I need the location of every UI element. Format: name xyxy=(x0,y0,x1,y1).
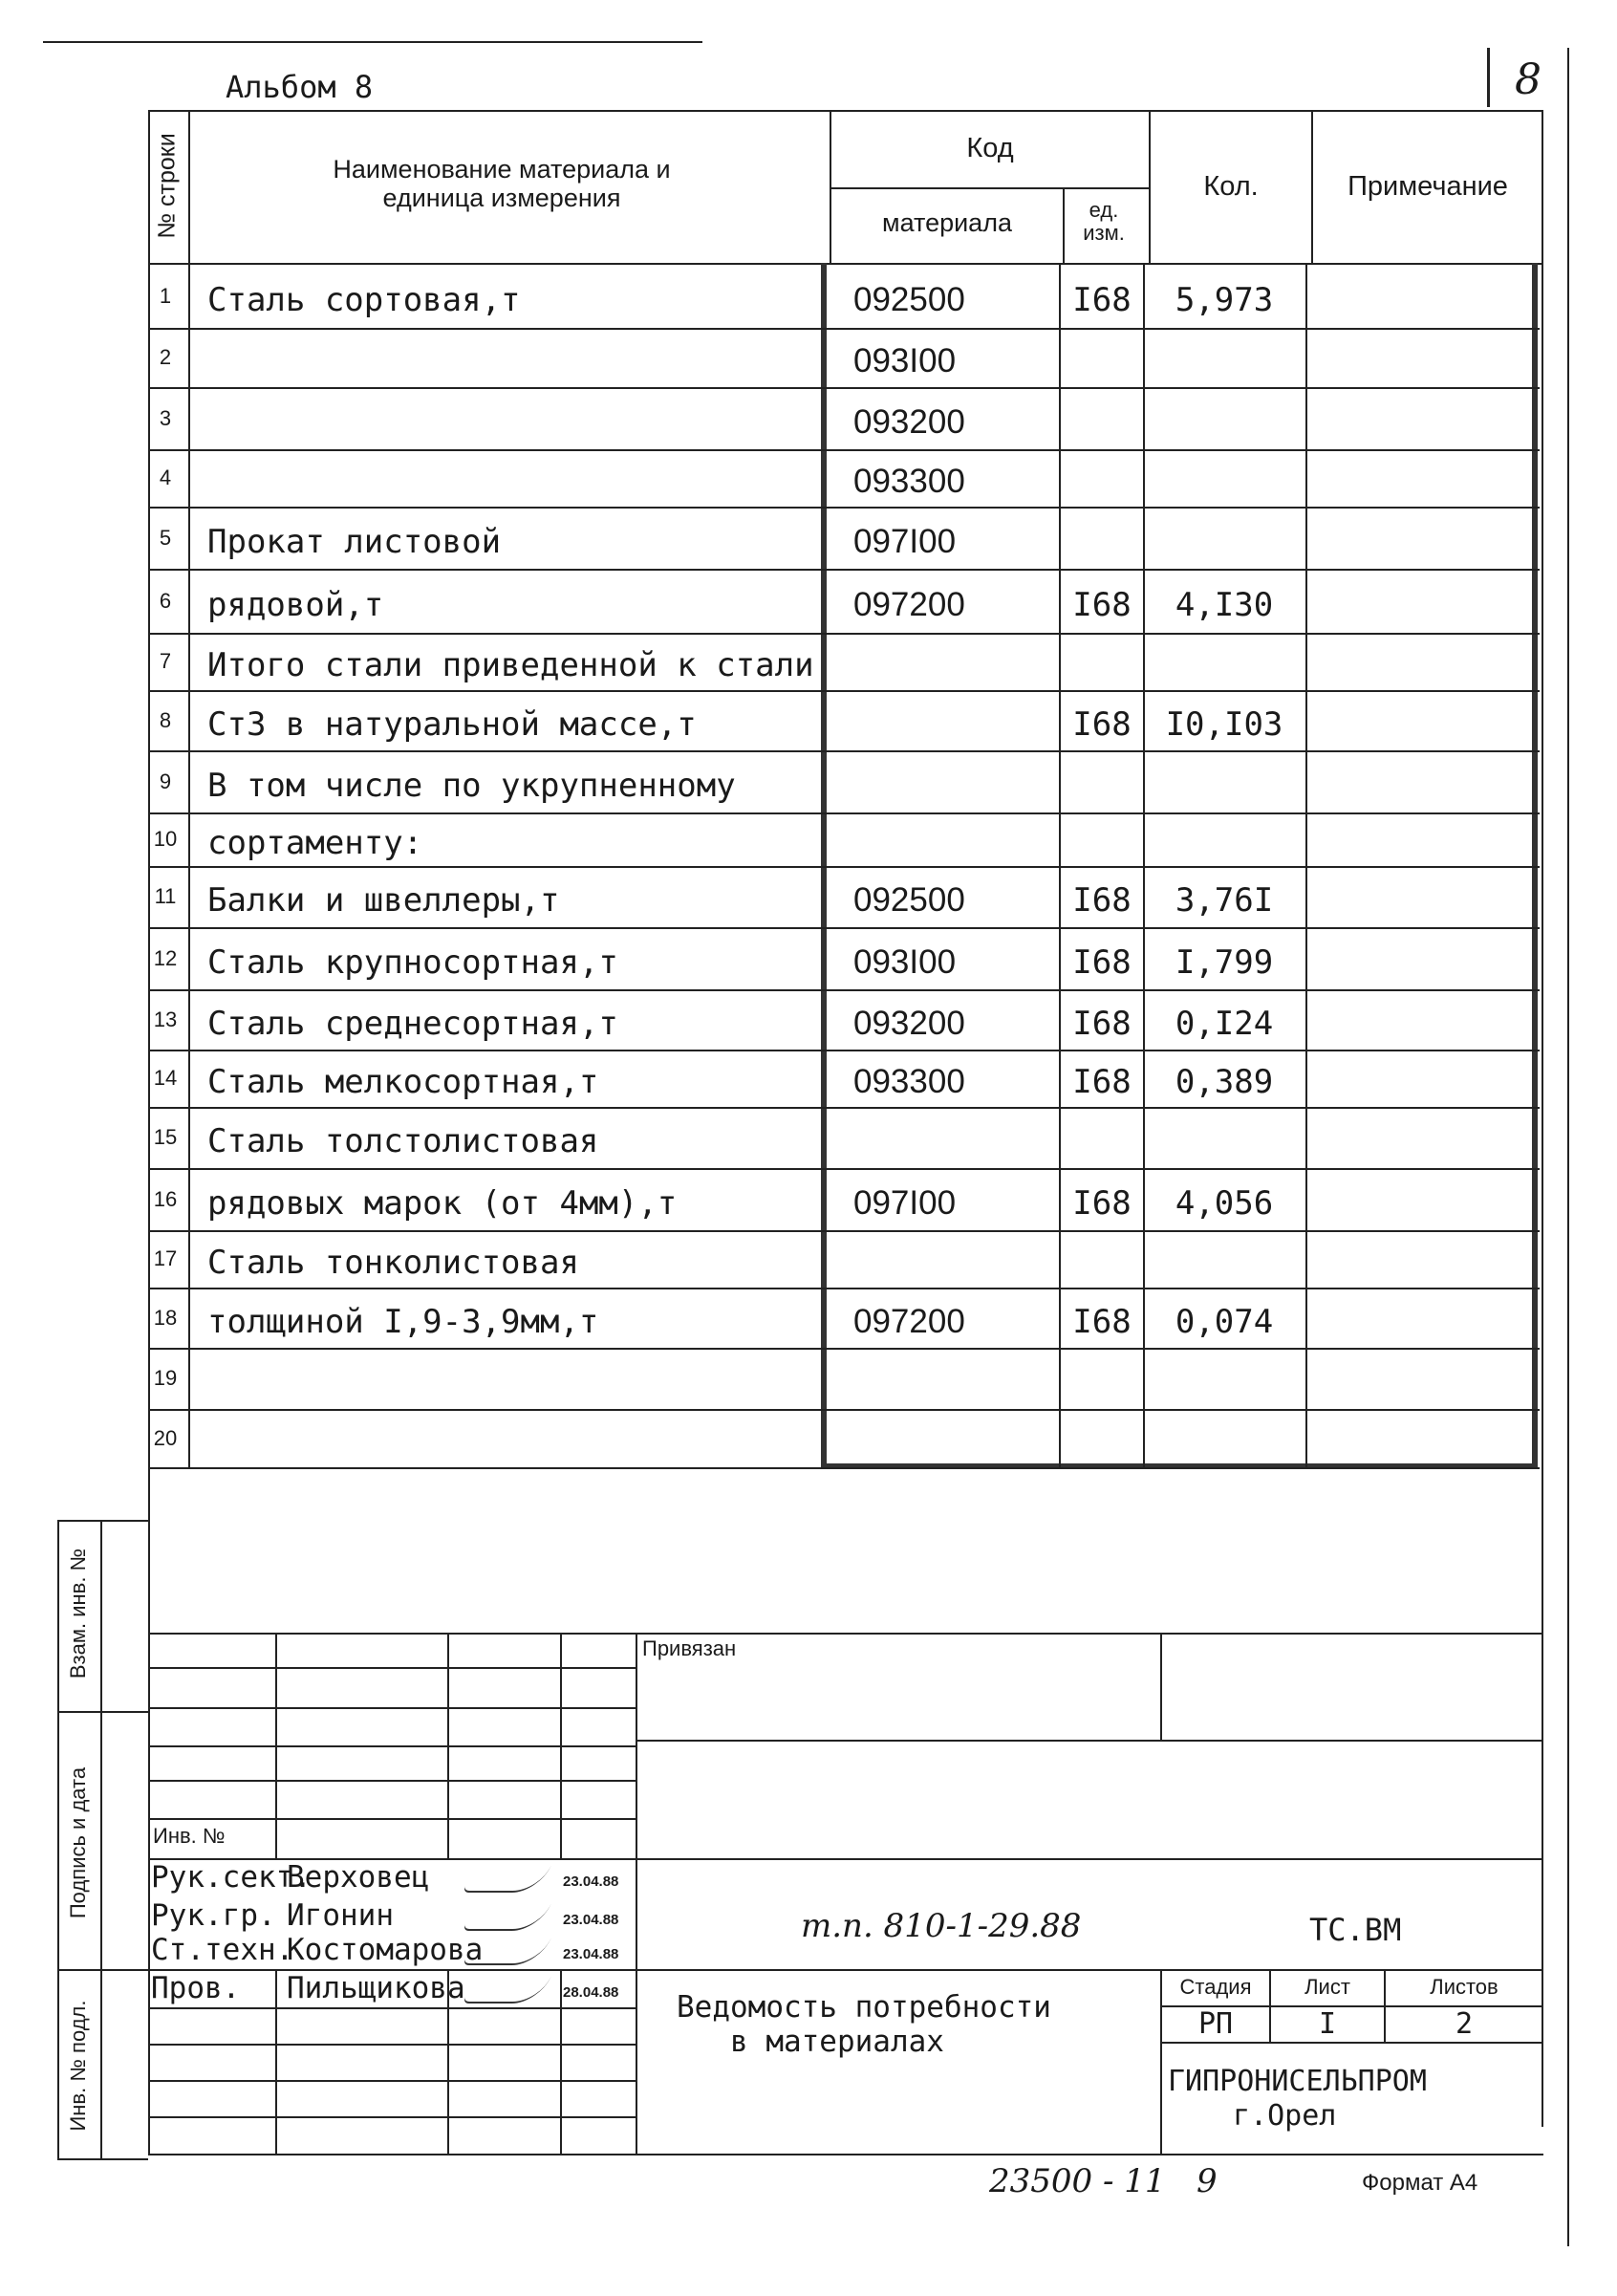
row-number: 10 xyxy=(153,827,178,851)
signature-scribble xyxy=(462,1904,550,1931)
signer-date: 23.04.88 xyxy=(563,1946,619,1962)
sheets-value: 2 xyxy=(1455,2007,1474,2041)
table-row xyxy=(148,750,1540,812)
row-unit: I68 xyxy=(1072,881,1132,920)
signer-name: Костомарова xyxy=(287,1933,484,1967)
row-number: 3 xyxy=(159,405,172,430)
table-row xyxy=(148,328,1540,387)
row-name: рядовых марок (от 4мм),т xyxy=(207,1183,678,1223)
row-unit: I68 xyxy=(1072,1302,1132,1341)
row-qty: 0,074 xyxy=(1175,1302,1274,1341)
sheet-value: I xyxy=(1318,2007,1337,2041)
table-row xyxy=(148,265,1540,328)
row-number: 15 xyxy=(153,1125,178,1149)
table-row xyxy=(148,569,1540,633)
row-name: Сталь сортовая,т xyxy=(207,281,521,319)
signer-date: 23.04.88 xyxy=(563,1912,619,1928)
row-number: 5 xyxy=(159,525,172,550)
row-name: рядовой,т xyxy=(207,585,384,624)
org-city: г.Орел xyxy=(1233,2099,1337,2133)
row-code: 093200 xyxy=(853,1004,965,1042)
row-code: 093I00 xyxy=(853,342,957,379)
row-qty: I0,I03 xyxy=(1165,704,1283,744)
row-number: 2 xyxy=(159,345,172,369)
side-inv-podl: Инв. № подл. xyxy=(66,2000,90,2132)
inv-no-label: Инв. № xyxy=(153,1824,226,1848)
row-qty: 5,973 xyxy=(1175,281,1274,319)
table-row xyxy=(148,387,1540,449)
signature-scribble xyxy=(462,1977,550,2004)
row-name: Сталь мелкосортная,т xyxy=(207,1063,599,1101)
row-unit: I68 xyxy=(1072,281,1132,319)
row-unit: I68 xyxy=(1072,704,1132,744)
row-number: 1 xyxy=(159,284,172,308)
stage-label: Стадия xyxy=(1179,1975,1252,1999)
header-qty: Кол. xyxy=(1203,171,1259,202)
table-row xyxy=(148,866,1540,927)
row-code: 097I00 xyxy=(853,522,957,560)
row-unit: I68 xyxy=(1072,1183,1132,1223)
row-number: 13 xyxy=(153,1007,178,1031)
table-row xyxy=(148,1288,1540,1348)
row-qty: 4,I30 xyxy=(1175,585,1274,624)
row-code: 093I00 xyxy=(853,942,957,981)
row-number: 9 xyxy=(159,769,172,793)
row-name: толщиной I,9-3,9мм,т xyxy=(207,1302,599,1341)
signature-scribble xyxy=(462,1866,550,1893)
table-row xyxy=(148,1168,1540,1230)
row-name: Балки и швеллеры,т xyxy=(207,881,560,920)
footer-number: 23500 - 11 9 xyxy=(989,2162,1218,2200)
table-row xyxy=(148,1050,1540,1107)
row-code: 093300 xyxy=(853,463,965,500)
table-row xyxy=(148,1348,1540,1409)
table-row xyxy=(148,927,1540,989)
header-row-no: № строки xyxy=(153,133,181,239)
table-row xyxy=(148,1409,1540,1467)
table-row xyxy=(148,449,1540,507)
header-name: Наименование материала и единица измерения xyxy=(333,155,671,212)
row-qty: 4,056 xyxy=(1175,1183,1274,1223)
signer-name: Пильщикова xyxy=(287,1971,465,2005)
row-qty: 0,I24 xyxy=(1175,1004,1274,1043)
row-number: 16 xyxy=(153,1186,178,1211)
row-code: 097I00 xyxy=(853,1183,957,1222)
header-code: Код xyxy=(966,133,1014,163)
row-name: сортаменту: xyxy=(207,824,423,862)
row-number: 11 xyxy=(154,884,177,908)
format-label: Формат А4 xyxy=(1362,2170,1478,2196)
header-note: Примечание xyxy=(1348,171,1508,202)
row-name: Сталь тонколистовая xyxy=(207,1244,579,1282)
row-unit: I68 xyxy=(1072,1004,1132,1043)
project-number: т.п. 810-1-29.88 xyxy=(801,1907,1082,1945)
table-row xyxy=(148,633,1540,690)
row-unit: I68 xyxy=(1072,1063,1132,1101)
side-podpis: Подпись и дата xyxy=(66,1766,90,1919)
row-name: Итого стали приведенной к стали xyxy=(207,646,814,684)
sheets-label: Листов xyxy=(1430,1975,1498,1999)
row-code: 092500 xyxy=(853,881,965,919)
row-name: Сталь крупносортная,т xyxy=(207,942,618,982)
row-name: Ст3 в натуральной массе,т xyxy=(207,704,697,744)
row-code: 097200 xyxy=(853,1302,965,1340)
signer-date: 28.04.88 xyxy=(563,1984,619,2001)
signer-role: Рук.сект. xyxy=(151,1860,312,1895)
row-code: 097200 xyxy=(853,585,965,623)
row-number: 12 xyxy=(153,945,178,970)
table-row xyxy=(148,1107,1540,1168)
signer-role: Ст.техн. xyxy=(151,1933,294,1967)
side-vzam: Взам. инв. № xyxy=(66,1548,90,1679)
signer-role: Пров. xyxy=(151,1971,241,2005)
row-qty: 0,389 xyxy=(1175,1063,1274,1101)
row-name: Прокат листовой xyxy=(207,522,502,561)
table-row xyxy=(148,1230,1540,1288)
row-qty: 3,76I xyxy=(1175,881,1274,920)
doc-title: Ведомость потребности в материалах xyxy=(677,1990,1051,2059)
signer-name: Игонин xyxy=(287,1898,394,1933)
stage-value: РП xyxy=(1197,2007,1234,2041)
row-number: 8 xyxy=(159,707,172,732)
sheet-number: 8 xyxy=(1515,55,1542,104)
row-number: 4 xyxy=(159,466,172,489)
row-number: 17 xyxy=(153,1246,178,1270)
sheet-label: Лист xyxy=(1304,1975,1350,1999)
signer-name: Верховец xyxy=(287,1860,430,1895)
signature-scribble xyxy=(462,1939,550,1965)
row-number: 18 xyxy=(153,1305,178,1330)
row-code: 092500 xyxy=(853,281,965,318)
album-label: Альбом 8 xyxy=(226,69,374,105)
row-number: 7 xyxy=(159,649,172,673)
table-row xyxy=(148,690,1540,750)
row-name: Сталь среднесортная,т xyxy=(207,1004,618,1043)
doc-code: ТС.ВМ xyxy=(1309,1912,1402,1948)
row-qty: I,799 xyxy=(1175,942,1274,982)
table-row xyxy=(148,812,1540,866)
row-name: Сталь толстолистовая xyxy=(207,1122,599,1160)
row-number: 20 xyxy=(153,1425,178,1450)
table-row xyxy=(148,507,1540,569)
row-name: В том числе по укрупненному xyxy=(207,766,736,805)
header-material: материала xyxy=(882,208,1012,237)
signer-date: 23.04.88 xyxy=(563,1874,619,1890)
org-name: ГИПРОНИСЕЛЬПРОМ xyxy=(1168,2065,1427,2098)
privyazan-label: Привязан xyxy=(642,1636,737,1660)
row-unit: I68 xyxy=(1072,585,1132,624)
row-number: 19 xyxy=(153,1366,178,1390)
header-unit: ед. изм. xyxy=(1083,198,1125,245)
row-code: 093200 xyxy=(853,402,965,441)
row-unit: I68 xyxy=(1072,942,1132,982)
row-number: 14 xyxy=(153,1066,178,1090)
table-row xyxy=(148,989,1540,1050)
row-code: 093300 xyxy=(853,1063,965,1100)
signer-role: Рук.гр. xyxy=(151,1898,276,1933)
row-number: 6 xyxy=(159,588,172,613)
